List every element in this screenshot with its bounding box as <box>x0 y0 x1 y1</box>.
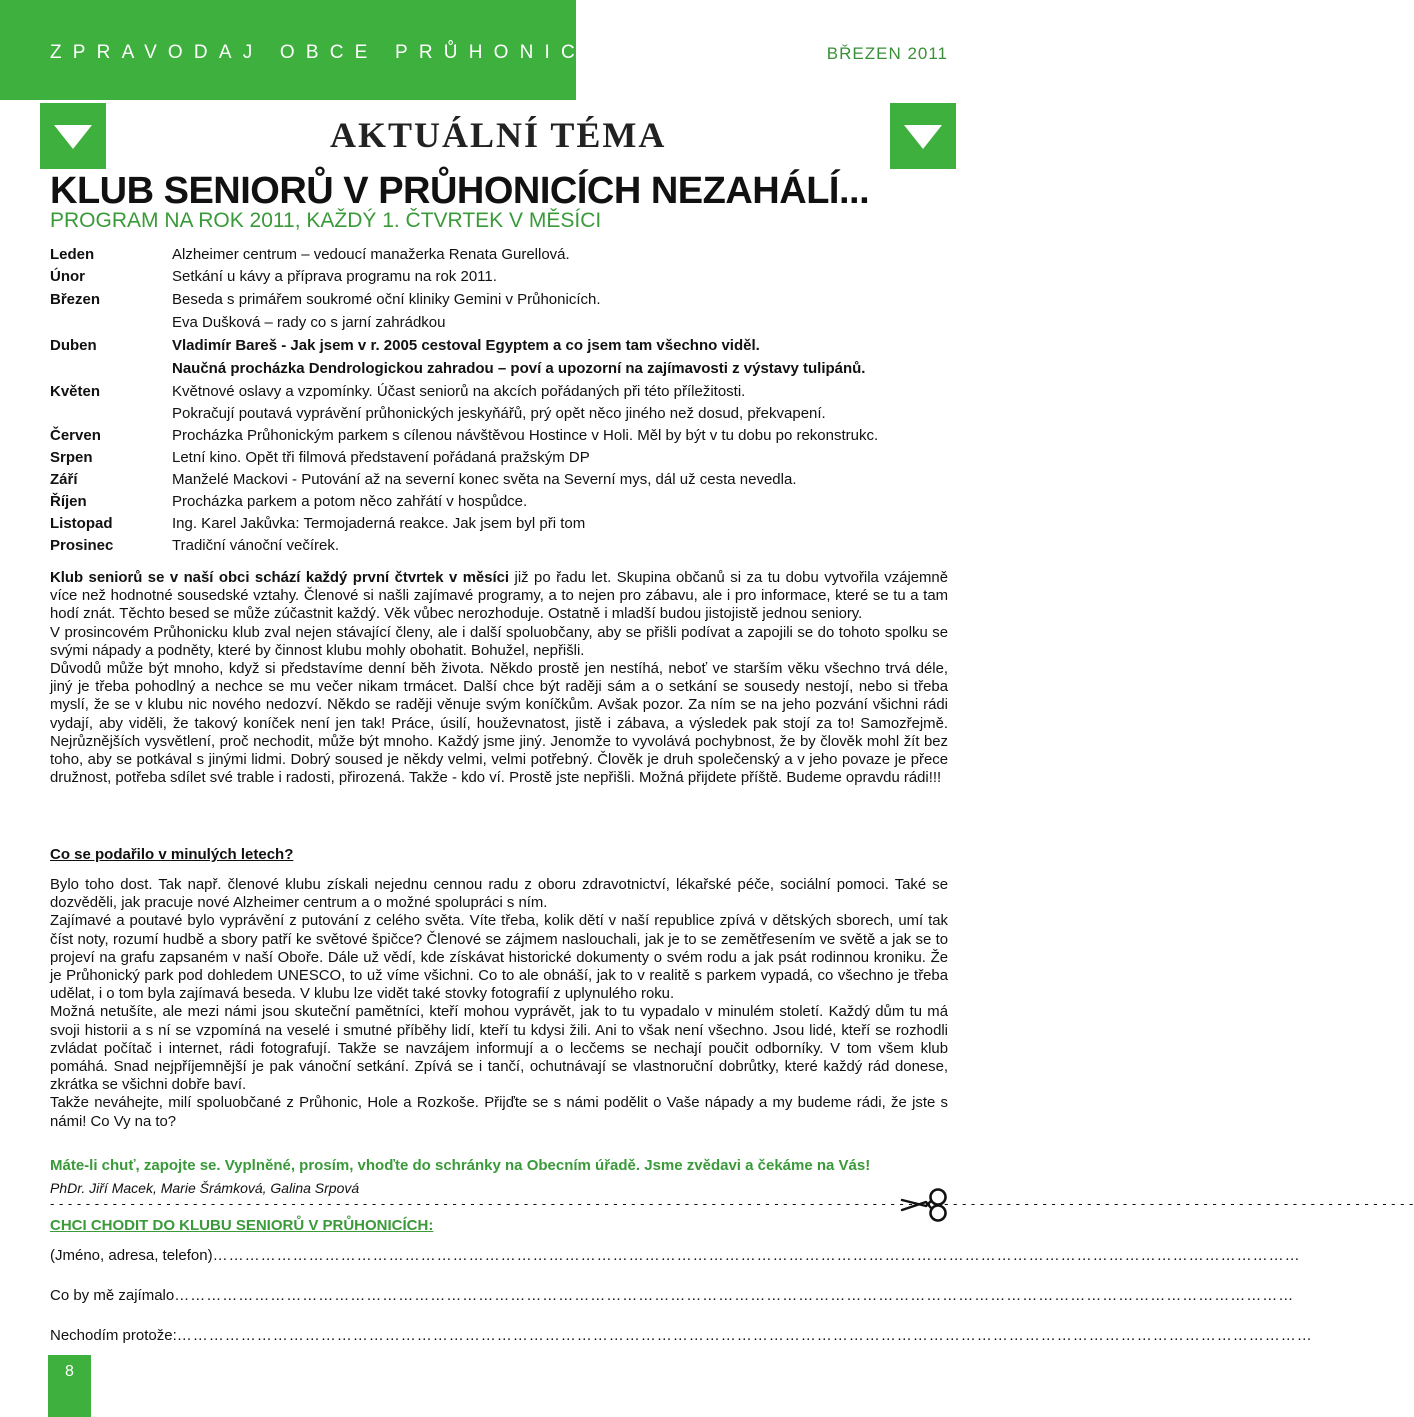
schedule-month: Srpen <box>50 449 93 466</box>
cut-line: - - - - - - - - - - - - - - - - - - - - - - - - - - - - - - - - - - - - - - - - - - - - - - - - - - - - - - - - - - - - - - - - - - - - - - - - - - - - - - - - - - - - - - - - - - - - - - - - - - - - - - - - - - - - - - - - - - - - - - - - - - - - - - - - - - - - - - - - - - - - - - - - - - - - - - - - - <box>50 1196 1414 1211</box>
form-field-label: Nechodím protože: <box>50 1327 177 1344</box>
intro-paragraph: Důvodů může být mnoho, když si představíme denní běh života. Někdo prostě jen nestíhá, neboť ve starším věku všechno trvá déle, jiný je třeba pohodlný a nechce se mu večer nikam trmácet. Další chce být raději sám a o setkání se sousedy nestojí, nebo si třeba myslí, že se v klubu nic nového nedozví. Někdo se raději věnuje svým koníčkům. Avšak pozor. Za ním se na jeho pozvání všichni rádi vydají, aby viděli, že takový koníček není jen tak! Práce, úsilí, houževnatost, jistě i zábava, a výsledek pak stojí za to! Samozřejmě. Nejrůznějších vysvětlení, proč nechodit, může být mnoho. Každý jsme jiný. Jenomže to vyvolává pochybnost, že by člověk mohl žít bez toho, aby se potkával s jinými lidmi. Dobrý soused je někdy velmi, velmi potřebný. Člověk je druh společenský a v jeho povaze je přece družnost, potřeba sdílet své trable i radosti, přirozená. Takže - kdo ví. Prostě jste nepřišli. Možná přijdete příště. Budeme opravdu rádi!!! <box>50 661 948 787</box>
issue-date: BŘEZEN 2011 <box>826 44 948 63</box>
newsletter-title: ZPRAVODAJ OBCE PRŮHONICE <box>50 42 610 63</box>
triangle-box-left <box>40 103 106 169</box>
schedule-month: Červen <box>50 427 101 444</box>
schedule-event: Alzheimer centrum – vedoucí manažerka Renata Gurellová. <box>172 246 570 263</box>
schedule-event: Naučná procházka Dendrologickou zahradou – poví a upozorní na zajímavosti z výstavy tulipánů. <box>172 360 866 377</box>
schedule-month: Říjen <box>50 493 87 510</box>
schedule-event: Manželé Mackovi - Putování až na severní konec světa na Severní mys, dál už cesta nevedla. <box>172 471 797 488</box>
form-field-label: (Jméno, adresa, telefon) <box>50 1247 213 1264</box>
schedule-month: Březen <box>50 291 101 308</box>
intro-text-rest: již po řadu let. Skupina občanů si za tu dobu vytvořila vzájemně více než hodnotné sousedské vztahy. Členové si našli zajímavé programy, a to nejen pro zábavu, ale i pro informace, které se tu a tam hodí znát. Těchto besed se může zúčastnit každý. Věk vůbec nerozhoduje. Ostatně i mladší budou jistojistě jednou seniory. <box>50 570 948 623</box>
schedule-event: Pokračují poutavá vyprávění průhonických jeskyňářů, prý opět něco jiného než dosud, překvapení. <box>172 405 826 422</box>
section-heading: Co se podařilo v minulých letech? <box>50 846 294 863</box>
schedule-event: Setkání u kávy a příprava programu na rok 2011. <box>172 268 497 285</box>
schedule-event: Procházka parkem a potom něco zahřátí v hospůdce. <box>172 493 528 510</box>
article-subtitle: PROGRAM NA ROK 2011, KAŽDÝ 1. ČTVRTEK V MĚSÍCI <box>50 209 602 232</box>
form-field-dots: ………………………………………………………………………………………………………………………………………………………………………………………… <box>174 1287 1295 1304</box>
form-field-dots: …………………………………………………………………………………………………………………………………………………………………………………………… <box>176 1327 1313 1344</box>
schedule-month: Únor <box>50 268 85 285</box>
down-triangle-icon <box>40 103 106 169</box>
schedule-event: Tradiční vánoční večírek. <box>172 537 340 554</box>
success-paragraph: Takže neváhejte, milí spoluobčané z Průhonic, Hole a Rozkoše. Přijďte se s námi podělit o Vaše nápady a my budeme rádi, že jste s námi! Co Vy na to? <box>50 1095 948 1130</box>
section-title: AKTUÁLNÍ TÉMA <box>330 115 667 155</box>
form-field-contact[interactable] <box>50 1247 1301 1264</box>
header-band <box>0 0 610 100</box>
page-number: 8 <box>65 1363 74 1380</box>
schedule-month: Květen <box>50 383 101 400</box>
form-title: CHCI CHODIT DO KLUBU SENIORŮ V PRŮHONICÍCH: <box>50 1217 434 1234</box>
page-number-band <box>48 1355 91 1417</box>
intro-bold-lead: Klub seniorů se v naší obci schází každý první čtvrtek v měsíci <box>50 570 510 586</box>
success-text <box>50 876 948 1131</box>
intro-paragraph: V prosincovém Průhonicku klub zval nejen stávající členy, ale i další spoluobčany, aby se přišli podívat a zapojili se do tohoto spolku se svými nápady a podněty, které by činnost klubu mohly obohatit. Bohužel, nepřišli. <box>50 624 948 659</box>
schedule-month: Září <box>50 471 78 488</box>
intro-text <box>50 569 948 787</box>
success-paragraph: Zajímavé a poutavé bylo vyprávění z putování z celého světa. Víte třeba, kolik dětí v naší republice zpívá v dětských sborech, umí tak číst noty, rozumí hudbě a sbory patří ke světové špičce? Členové se zájmem naslouchali, jak je to se zemětřesením ve světě a jak se to projeví na grafu zapsaném v naší Oboře. Dále už vědí, kde získávat historické dokumenty o svém rodu a jak psát rodinnou kroniku. Že je Průhonický park pod dohledem UNESCO, to už víme všichni. Co to ale obnáší, jak to v realitě s parkem vypadá, co všechno je třeba udělat, i o tom byla zajímavá beseda. V klubu lze vidět také stovky fotografií z uplynulého roku. <box>50 913 948 1003</box>
schedule-event: Letní kino. Opět tři filmová představení pořádaná pražským DP <box>172 449 590 466</box>
schedule-event: Květnové oslavy a vzpomínky. Účast seniorů na akcích pořádaných při této příležitosti. <box>172 383 746 400</box>
schedule-event: Eva Dušková – rady co s jarní zahrádkou <box>172 314 446 331</box>
success-paragraph: Možná netušíte, ale mezi námi jsou skuteční pamětníci, kteří mohou vyprávět, jak to tu vypadalo v minulém století. Každý dům tu má svoji historii a s ní se vzpomíná na veselé i smutné příběhy lidí, kteří tu kdysi žili. Ani to však není všechno. Jsou lidé, kteří se rozhodli zvládat počítač i internet, rádi fotografují. Takže se navzájem informují a o lecčems se nechají poučit odborníky. V tom všem klub pomáhá. Snad nejpříjemnější je pak vánoční setkání. Zpívá se i tančí, ochutnávají se vlastnoruční dobrůtky, které každý rád donese, zkrátka se všichni dobře baví. <box>50 1004 948 1094</box>
schedule-event: Procházka Průhonickým parkem s cílenou návštěvou Hostince v Holi. Měl by být v tu dobu po rekonstrukc. <box>172 427 879 444</box>
schedule-month: Duben <box>50 337 97 354</box>
authors: PhDr. Jiří Macek, Marie Šrámková, Galina Srpová <box>50 1180 360 1196</box>
intro-paragraph <box>50 569 948 624</box>
success-paragraph: Bylo toho dost. Tak např. členové klubu získali nejednu cennou radu z oboru zdravotnictví, lékařské péče, sociální pomoci. Také se dozvěděli, jak pracuje nové Alzheimer centrum a o možné spolupráci s ním. <box>50 877 948 912</box>
schedule-event: Ing. Karel Jakůvka: Termojaderná reakce. Jak jsem byl při tom <box>172 515 586 532</box>
form-field-interests[interactable] <box>50 1287 1295 1304</box>
schedule-event: Vladimír Bareš - Jak jsem v r. 2005 cestoval Egyptem a co jsem tam všechno viděl. <box>172 337 760 354</box>
schedule-month: Listopad <box>50 515 113 532</box>
call-to-action: Máte-li chuť, zapojte se. Vyplněné, prosím, vhoďte do schránky na Obecním úřadě. Jsme zvědavi a čekáme na Vás! <box>50 1157 871 1174</box>
down-triangle-icon <box>890 103 956 169</box>
form-field-label: Co by mě zajímalo <box>50 1287 175 1304</box>
form-field-reason[interactable] <box>50 1327 1313 1344</box>
schedule-event: Beseda s primářem soukromé oční kliniky Gemini v Průhonicích. <box>172 291 601 308</box>
form-field-dots: …………………………………………………………………………………………………………………………………………………………………………………… <box>212 1247 1301 1264</box>
article-title: KLUB SENIORŮ V PRŮHONICÍCH NEZAHÁLÍ... <box>50 170 870 212</box>
schedule-month: Leden <box>50 246 95 263</box>
triangle-box-right <box>890 103 956 169</box>
scissors-icon <box>900 1188 954 1222</box>
schedule-month: Prosinec <box>50 537 114 554</box>
